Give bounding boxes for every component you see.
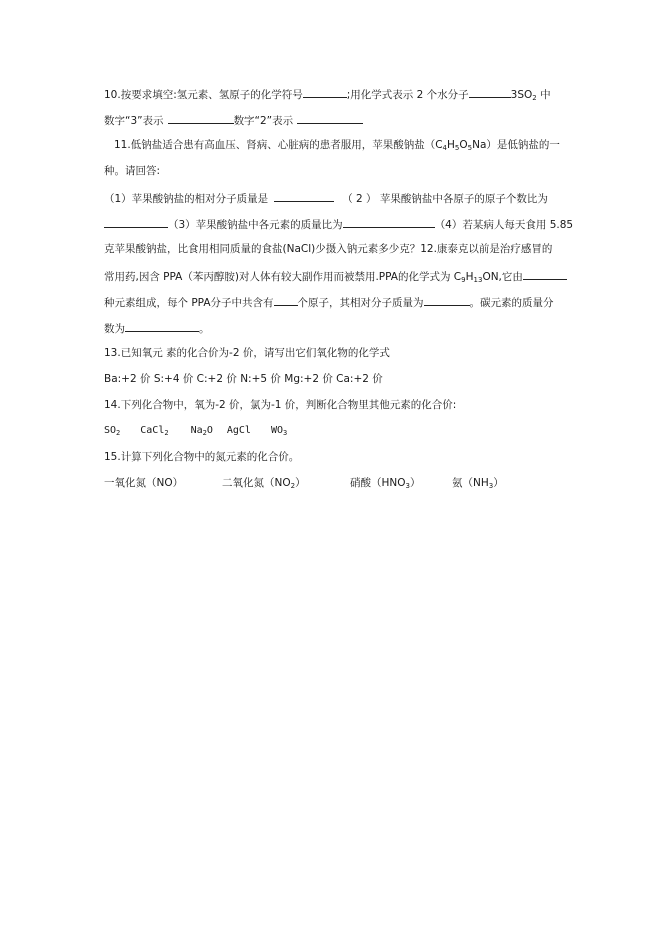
q15-title [104, 450, 299, 464]
q10-blank-digit2[interactable] [297, 112, 363, 124]
q13-title [104, 346, 390, 360]
q11-text-b: Na）是低钠盐的一 [472, 139, 560, 151]
compound-hno3-a: 硝酸（HNO [350, 477, 406, 489]
q10-blank-water[interactable] [469, 86, 511, 98]
q11-sub-h: 5 [454, 144, 460, 152]
q11-line5-text: 克苹果酸钠盐，比食用相同质量的食盐(NaCl)少摄入钠元素多少克？12.康泰克以前是治疗感冒的 [104, 243, 553, 255]
q11-o: O [459, 139, 468, 151]
q12-blank-carbon[interactable] [125, 320, 199, 332]
q10-intro: 10.按要求填空:氢元素、氢原子的化学符号 [104, 89, 303, 101]
q12-text-b: ON,它由 [482, 271, 523, 283]
q11-part3: （3）苹果酸钠盐中各元素的质量比为 [168, 219, 343, 231]
q12-sub-c: 9 [461, 276, 466, 284]
q13-title-text: 13.已知氧元 素的化合价为-2 价，请写出它们氧化物的化学式 [104, 347, 390, 359]
compound-nh3-a: 氨（NH [452, 477, 489, 489]
q10-expr: 3SO [510, 89, 533, 101]
q12-text-f: 数为 [104, 323, 125, 335]
q12-text-a: 常用药,因含 PPA（苯丙醇胺)对人体有较大副作用而被禁用.PPA的化学式为 C [104, 271, 462, 283]
q12-h: H [465, 271, 474, 283]
q10-digit2-label: 数字“2”表示 [233, 115, 294, 127]
q12-text-g: 。 [199, 323, 210, 335]
q12-text-d: 个原子，其相对分子质量为 [297, 297, 424, 309]
q11-part2: （ 2 ） 苹果酸钠盐中各原子的原子个数比为 [342, 193, 548, 205]
q15-compound-no [104, 476, 183, 490]
q14-title [104, 398, 456, 412]
f1: SO [104, 425, 117, 436]
formula-wo3 [271, 425, 287, 436]
q10-digit3-label: 数字“3”表示 [104, 115, 164, 127]
compound-nh3-sub: 3 [488, 482, 494, 490]
q10-mid: ;用化学式表示 2 个水分子 [346, 89, 469, 101]
q12-blank-mass[interactable] [424, 294, 470, 306]
q14-formulas [104, 424, 287, 438]
q10-line1 [104, 86, 551, 102]
q15-compound-no2 [222, 476, 306, 490]
q15-compound-hno3 [350, 476, 420, 490]
f1-sub: 2 [116, 429, 121, 437]
formula-cacl2 [140, 425, 168, 436]
q12-line3 [104, 320, 210, 336]
compound-hno3-sub: 3 [405, 482, 410, 490]
q11-sub-o: 5 [467, 144, 473, 152]
q12-line1 [104, 268, 567, 284]
compound-no: 一氧化氮（NO） [104, 477, 184, 489]
f5-sub: 3 [283, 429, 288, 437]
f3a: Na [190, 425, 203, 436]
q14-title-text: 14.下列化合物中，氧为-2 价，氯为-1 价，判断化合物里其他元素的化合价: [104, 399, 457, 411]
q13-items-text: Ba:+2 价 S:+4 价 C:+2 价 N:+5 价 Mg:+2 价 Ca:+2 价 [104, 373, 383, 385]
compound-no2-sub: 2 [290, 482, 296, 490]
f3-sub: 2 [202, 429, 207, 437]
formula-agcl: AgCl [226, 425, 251, 436]
q15-title-text: 15.计算下列化合物中的氮元素的化合价。 [104, 451, 300, 463]
q10-blank-symbol[interactable] [303, 86, 347, 98]
q12-text-e: 。碳元素的质量分 [469, 297, 554, 309]
q10-blank-digit3[interactable] [168, 112, 234, 124]
q11-line2 [104, 164, 160, 178]
compound-hno3-b: ） [409, 477, 421, 489]
q11-blank-part2[interactable] [104, 216, 168, 228]
compound-no2-b: ） [295, 477, 306, 489]
q11-sub-c: 4 [442, 144, 447, 152]
f2-sub: 2 [164, 429, 169, 437]
q12-blank-elements[interactable] [523, 268, 567, 280]
q13-items [104, 372, 383, 386]
formula-na2o [191, 425, 213, 436]
f3b: O [206, 425, 213, 436]
q12-text-c: 种元素组成，每个 PPA分子中共含有 [104, 297, 274, 309]
q10-line2 [104, 112, 363, 128]
q11-line3 [104, 190, 548, 206]
compound-nh3-b: ） [493, 477, 504, 489]
q12-sub-h: 13 [473, 276, 483, 284]
q11-blank-part3[interactable] [343, 216, 435, 228]
q11-part1: （1）苹果酸钠盐的相对分子质量是 [104, 193, 269, 205]
q11-text-a: 11.低钠盐适合患有高血压、肾病、心脏病的患者服用，苹果酸钠盐（C [114, 139, 443, 151]
q11-blank-part1[interactable] [274, 190, 334, 202]
q11-line1 [114, 138, 560, 152]
q11-line4 [104, 216, 573, 232]
q11-please-answer: 种。请回答: [104, 165, 161, 177]
formula-so2 [104, 425, 120, 436]
q11-h: H [447, 139, 455, 151]
q11-line5 [104, 242, 552, 256]
q12-blank-atoms[interactable] [274, 294, 298, 306]
q10-expr-post: 中 [536, 89, 551, 101]
f5: WO [270, 425, 284, 436]
f2: CaCl [140, 425, 165, 436]
compound-no2-a: 二氧化氮（NO [222, 477, 291, 489]
q11-part4: （4）若某病人每天食用 5.85 [434, 219, 574, 231]
q12-line2 [104, 294, 554, 310]
q10-expr-sub: 2 [532, 94, 537, 102]
q15-compound-nh3 [452, 476, 504, 490]
